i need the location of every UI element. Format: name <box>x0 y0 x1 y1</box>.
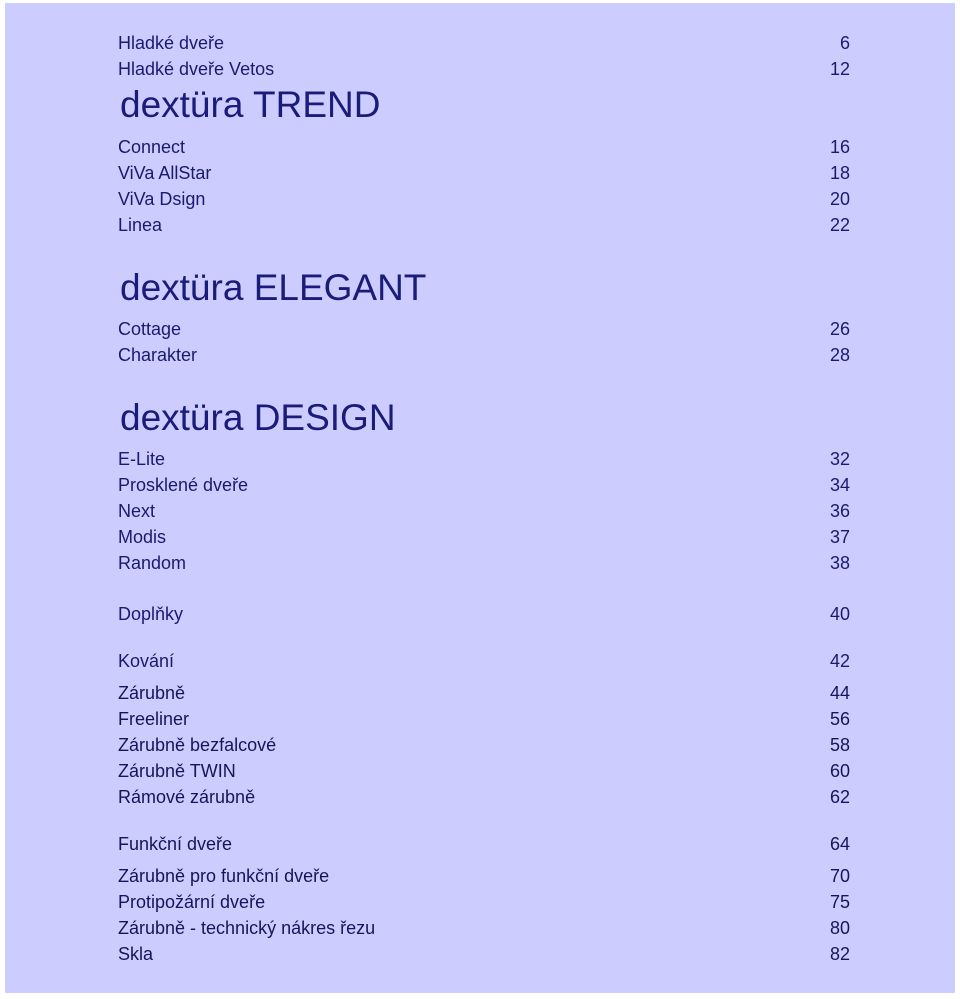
toc-entry[interactable] <box>118 682 850 704</box>
toc-entry-label: Random <box>118 553 187 573</box>
toc-entry[interactable] <box>118 344 850 366</box>
toc-entry-label: Zárubně TWIN <box>118 761 236 781</box>
toc-entry[interactable] <box>118 448 850 470</box>
section-heading-design: dextüra DESIGN <box>120 397 396 438</box>
toc-entry-label: Zárubně bezfalcové <box>118 735 277 755</box>
toc-entry-label: Zárubně - technický nákres řezu <box>118 918 376 938</box>
toc-entry-page: 20 <box>829 189 850 209</box>
toc-entry-page: 70 <box>829 866 850 886</box>
toc-entry-label: Charakter <box>118 345 198 365</box>
toc-entry-label: Rámové zárubně <box>118 787 256 807</box>
toc-entry[interactable] <box>118 734 850 756</box>
toc-entry-page: 37 <box>829 527 850 547</box>
toc-entry-page: 44 <box>829 683 850 703</box>
toc-entry[interactable] <box>118 943 850 965</box>
toc-entry[interactable] <box>118 214 850 236</box>
toc-entry-page: 32 <box>829 449 850 469</box>
toc-entry-page: 38 <box>829 553 850 573</box>
toc-entry[interactable] <box>118 474 850 496</box>
toc-entry-page: 56 <box>829 709 850 729</box>
toc-entry-label: Zárubně <box>118 683 186 703</box>
toc-entry-page: 80 <box>829 918 850 938</box>
toc-entry-page: 62 <box>829 787 850 807</box>
toc-entry-label: Connect <box>118 137 186 157</box>
toc-entry-page: 82 <box>829 944 850 964</box>
toc-entry-label: Freeliner <box>118 709 190 729</box>
toc-entry-page: 26 <box>829 319 850 339</box>
toc-entry-page: 36 <box>829 501 850 521</box>
toc-entry[interactable] <box>118 136 850 158</box>
toc-entry-page: 28 <box>829 345 850 365</box>
toc-entry-page: 64 <box>829 834 850 854</box>
toc-entry-label: Cottage <box>118 319 182 339</box>
toc-entry-label: Next <box>118 501 156 521</box>
toc-entry[interactable] <box>118 162 850 184</box>
toc-entry[interactable] <box>118 32 850 54</box>
toc-entry[interactable] <box>118 917 850 939</box>
toc-entry[interactable] <box>118 58 850 80</box>
toc-entry[interactable] <box>118 760 850 782</box>
toc-entry-label: Kování <box>118 651 175 671</box>
toc-entry-label: Linea <box>118 215 163 235</box>
toc-entry-page: 18 <box>829 163 850 183</box>
toc-entry[interactable] <box>118 865 850 887</box>
toc-entry-label: Funkční dveře <box>118 834 233 854</box>
toc-entry-label: Prosklené dveře <box>118 475 249 495</box>
toc-entry-label: Hladké dveře <box>118 33 225 53</box>
toc-entry-label: Hladké dveře Vetos <box>118 59 275 79</box>
toc-entry[interactable] <box>118 650 850 672</box>
toc-entry-page: 60 <box>829 761 850 781</box>
section-heading-trend: dextüra TREND <box>120 84 381 125</box>
toc-entry-label: Doplňky <box>118 604 184 624</box>
toc-entry-label: Modis <box>118 527 167 547</box>
toc-entry-label: ViVa AllStar <box>118 163 212 183</box>
toc-entry-page: 40 <box>829 604 850 624</box>
toc-entry-page: 75 <box>829 892 850 912</box>
toc-entry[interactable] <box>118 891 850 913</box>
toc-entry[interactable] <box>118 786 850 808</box>
toc-entry-page: 34 <box>829 475 850 495</box>
toc-entry[interactable] <box>118 833 850 855</box>
toc-entry-page: 42 <box>829 651 850 671</box>
toc-entry[interactable] <box>118 188 850 210</box>
toc-entry-label: Zárubně pro funkční dveře <box>118 866 330 886</box>
toc-panel <box>5 3 955 993</box>
toc-entry[interactable] <box>118 708 850 730</box>
toc-entry-page: 12 <box>829 59 850 79</box>
toc-entry-page: 16 <box>829 137 850 157</box>
toc-entry-label: Protipožární dveře <box>118 892 266 912</box>
toc-entry-label: ViVa Dsign <box>118 189 206 209</box>
toc-entry[interactable] <box>118 526 850 548</box>
toc-entry[interactable] <box>118 552 850 574</box>
toc-entry-page: 6 <box>839 33 850 53</box>
section-heading-elegant: dextüra ELEGANT <box>120 267 427 308</box>
toc-entry[interactable] <box>118 603 850 625</box>
toc-entry[interactable] <box>118 500 850 522</box>
toc-entry-page: 22 <box>829 215 850 235</box>
toc-entry-label: E-Lite <box>118 449 166 469</box>
toc-entry[interactable] <box>118 318 850 340</box>
toc-entry-label: Skla <box>118 944 154 964</box>
toc-entry-page: 58 <box>829 735 850 755</box>
